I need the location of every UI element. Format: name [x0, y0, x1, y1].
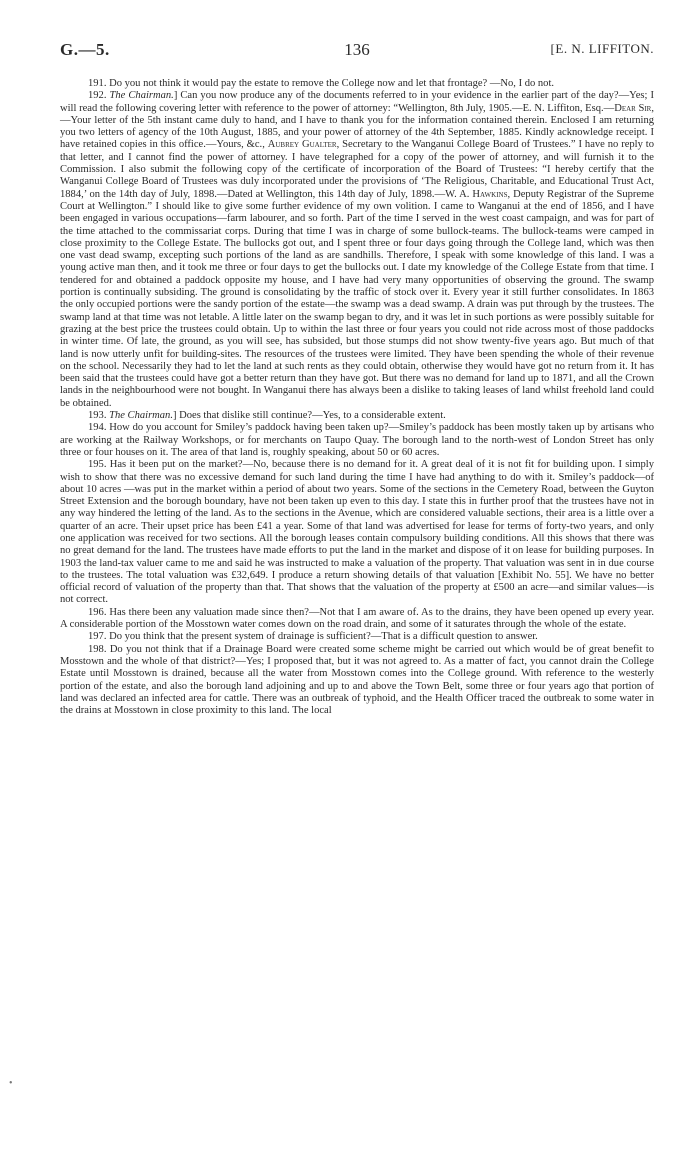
question-192	[60, 90, 654, 410]
q192-text-d: , Deputy Registrar of the Supreme Court at Wellington.” I should like to give some further evidence of my own volition. I came to Wanganui at the end of 1856, and I have been engaged in various occupations—farm labourer, and so forth. Part of the time I served in the west coast campaign, and was for part of the time attached to the commissariat corps. During that time I was in charge of some bullock-teams. The bullock-teams were camped in close proximity to the College Estate. The bullocks got out, and I spent three or four days going through the College land, which was then one vast dead swamp, excepting such portions of the land as are sandhills. Therefore, I speak with some knowledge of this land. I was a young active man then, and it took me three or four days to get the bullocks out. I date my knowledge of the College Estate from that time. I tendered for and obtained a paddock opposite my house, and I have had very many opportunities of observing the ground. The swamp portion is continually subsiding. The ground is consolidating by the traffic of stock over it. Every year it still further consolidates. In 1863 the only occupied portions were the sandy portion of the estate—the swamp was a dead swamp. A drain was put through by the trustees. The swamp land at that time was not letable. A little later on the swamp began to dry, and it was let in such portions as were possibly suitable for grazing at the best price the trustees could obtain. Up to within the last three or four years you could not ride across most of those paddocks in winter time. Of late, the ground, as you will see, has subsided, but those stumps did not show twenty-five years ago. But much of that land is now utterly unfit for building-sites. The resources of the trustees were limited. They have been spending the whole of their revenue on the school. Necessarily they had to let the land at such rents as they could obtain, otherwise they would have got no return from it. It has been said that the trustees could have got a better return than they have got. But there was no demand for land up to 1871, and all the Crown lands in the neighbourhood were not bought. In Wanganui there has always been a dislike to taking leases of land whilst freehold land could be obtained.	[60, 188, 654, 409]
question-195	[60, 459, 654, 607]
q192-number: 192.	[88, 90, 110, 102]
q192-text-c: , Secretary to the Wanganui College Board of Trustees.” I have no reply to that letter, and I cannot find the power of attorney. I have telegraphed for a copy of the power of attorney, and will furnish it to the Commission. I also submit the following copy of the certificate of incorporation of the Board of Trustees: “I hereby certify that the Wanganui College Board of Trustees was duly incorporated under the provisions of ‘The Religious, Charitable, and Educational Trust Act, 1884,’ on the 14th day of July, 1898.—Dated at Wellington, this 14th day of July, 1898.—W. A.	[60, 139, 654, 200]
q193-text: ] Does that dislike still continue?—Yes, to a considerable extent.	[172, 410, 446, 422]
q192-speaker: The Chairman.	[109, 90, 174, 102]
question-196	[60, 607, 654, 632]
evidence-text	[60, 78, 654, 717]
question-198	[60, 644, 654, 718]
page-number: 136	[344, 40, 370, 59]
q192-text-a: ] Can you now produce any of the documents referred to in your evidence in the earlier part of the day?—Yes; I will read the following covering letter with reference to the power of attorney: “Wellington, 8th July, 1905.—E. N. Liffiton, Esq.—	[60, 90, 654, 114]
q192-salutation: Dear Sir	[614, 102, 652, 114]
page-header	[60, 40, 654, 70]
q191-text: 191. Do you not think it would pay the estate to remove the College now and let that frontage? —No, I do not.	[88, 78, 555, 89]
paper-code: G.—5.	[60, 40, 110, 59]
question-197	[60, 631, 654, 643]
q194-text: 194. How do you account for Smiley’s paddock having been taken up?—Smiley’s paddock has been mostly taken up by artisans who are working at the Railway Workshops, or for merchants on Taupo Quay. The borough land to the north-west of London Street has only three or four houses on it. The area of that land is, roughly speaking, about 50 or 60 acres.	[60, 422, 654, 458]
q195-text: 195. Has it been put on the market?—No, because there is no demand for it. A great deal of it is not fit for building upon. I simply wish to show that there was no excessive demand for such land during the time I have had anything to do with it. Smiley’s paddock—of about 10 acres —was put in the market within a period of about two years. Some of the sections in the Cemetery Road, between the Guyton Street Extension and the borough boundary, have not been taken up even to this day. I state this in further proof that the trustees have not in any way hindered the letting of the land. As to the sections in the Avenue, which are considered valuable sections, their area is a little over a quarter of an acre. Their upset price has been £41 a year. Some of that land was advertised for lease for terms of forty-two years, and only one application was received for two sections. All the borough leases contain compulsory building conditions. All this shows that there was no great demand for the land. The trustees have made efforts to put the land in the market and dispose of it on lease for building purposes. In 1903 the land-tax valuer came to me and said he was instructed to make a valuation of the property. That valuation was sent in in due course to the trustees. The total valuation was £32,649. I produce a return showing details of that valuation [Exhibit No. 55]. We have no better official record of valuation of the property than that. That shows that the valuation of the property at £500 an acre—and similar values—is not correct.	[60, 459, 654, 606]
q192-signatory-gualter: Aubrey Gualter	[267, 139, 337, 151]
q193-speaker: The Chairman.	[109, 410, 173, 422]
question-191	[60, 78, 654, 90]
q192-signatory-hawkins: Hawkins	[472, 188, 508, 200]
q197-text: 197. Do you think that the present system of drainage is sufficient?—That is a difficult question to answer.	[88, 631, 538, 643]
q193-number: 193.	[88, 410, 110, 422]
q192-text-b: ,—Your letter of the 5th instant came duly to hand, and I have to thank you for the information contained therein. Enclosed I am returning you two letters of agency of the 10th August, 1885, and your power of attorney of the 4th September, 1885. Kindly acknowledge receipt. I have retained copies in this office.—Yours, &c.,	[60, 102, 654, 151]
witness-name: [E. N. LIFFITON.	[550, 41, 654, 56]
q196-text: 196. Has there been any valuation made since then?—Not that I am aware of. As to the drains, they have been opened up every year. A considerable portion of the Mosstown water comes down on the road drain, and some of it saturates through the whole of the estate.	[60, 606, 654, 631]
margin-dot-mark: •	[9, 1078, 13, 1089]
question-194	[60, 422, 654, 459]
question-193	[60, 410, 654, 422]
q198-text: 198. Do you not think that if a Drainage Board were created some scheme might be carried out which would be of great benefit to Mosstown and the whole of that district?—Yes; I proposed that, but it was not agreed to. As a matter of fact, you cannot drain the College Estate until Mosstown is drained, because all the water from Mosstown comes into the College ground. With reference to the westerly portion of the estate, and also the borough land adjoining and up to and above the Town Belt, some three or four years ago that portion of land was declared an infected area for cattle. There was an outbreak of typhoid, and the Health Officer traced the outbreak to some water in the drains at Mosstown in close proximity to this land. The local	[60, 643, 654, 717]
